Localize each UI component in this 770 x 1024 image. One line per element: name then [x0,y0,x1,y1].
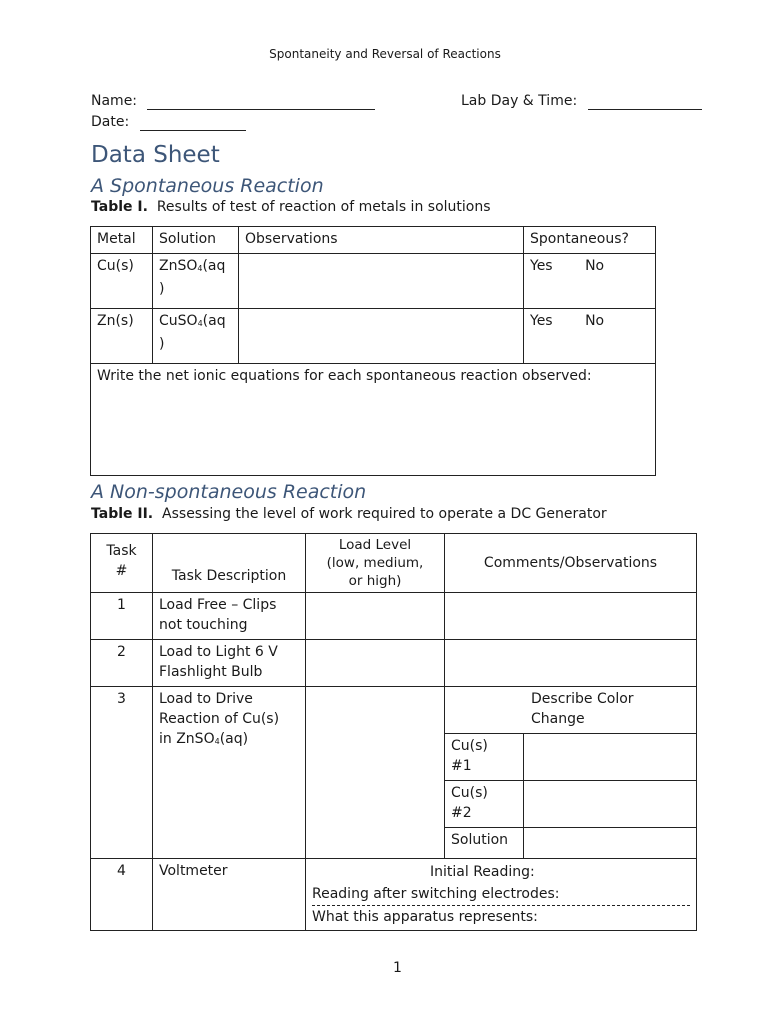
section2-heading: A Non-spontaneous Reaction [91,481,367,503]
table1-header-solution: Solution [153,227,239,254]
no-option[interactable]: No [585,258,605,274]
initial-reading-label: Initial Reading: [430,864,535,880]
table1-header-spontaneous: Spontaneous? [524,227,656,254]
task1-description: Load Free – Clips not touching [153,593,306,640]
row1-solution: ZnSO$_4$(aq ) [153,254,239,309]
sub-row-label: Solution [445,828,524,859]
task2-number: 2 [91,640,153,687]
sub-row-label: Cu(s) #1 [445,734,524,781]
table2-caption-text: Assessing the level of work required to operate a DC Generator [162,506,607,522]
page-header: Spontaneity and Reversal of Reactions [269,47,501,61]
table2 [90,533,697,931]
task1-comments[interactable] [445,593,697,640]
sub-row-value[interactable] [524,734,697,781]
row2-solution: CuSO$_4$(aq ) [153,309,239,364]
sub-row-label: Cu(s) #2 [445,781,524,828]
task4-number: 4 [91,859,153,931]
task1-load-level[interactable] [306,593,445,640]
row2-observations[interactable] [239,309,524,364]
table-row [91,309,656,364]
table2-caption-label: Table II. [91,506,154,522]
table2-header-comments: Comments/Observations [445,534,697,593]
date-label: Date: [91,114,130,130]
task3-load-level[interactable] [306,687,445,859]
lab-day-blank[interactable] [588,93,702,110]
table2-header-description: Task Description [153,534,306,593]
net-ionic-prompt: Write the net ionic equations for each spontaneous reaction observed: [97,368,592,384]
table1-caption-label: Table I. [91,199,148,215]
sub-row-value[interactable] [524,828,697,859]
date-blank[interactable] [140,114,246,131]
yes-option[interactable]: Yes [530,313,553,329]
name-blank[interactable] [147,93,375,110]
row1-metal: Cu(s) [91,254,153,309]
color-change-header: Describe Color Change [445,687,697,734]
lab-day-label: Lab Day & Time: [461,93,578,109]
table2-caption [91,506,607,522]
task2-comments[interactable] [445,640,697,687]
table-row [91,593,697,640]
task2-load-level[interactable] [306,640,445,687]
table-row [91,687,697,734]
section1-heading: A Spontaneous Reaction [91,175,324,197]
no-option[interactable]: No [585,313,605,329]
page-number: 1 [393,960,402,976]
table-row [91,859,697,931]
table1-caption [91,199,491,215]
voltmeter-readings[interactable] [306,859,697,931]
page-title: Data Sheet [91,142,220,168]
table1-caption-text: Results of test of reaction of metals in solutions [156,199,491,215]
table-row [91,640,697,687]
apparatus-represents-label: What this apparatus represents: [312,909,538,925]
task1-number: 1 [91,593,153,640]
name-field-row [91,93,375,110]
table1 [90,226,656,476]
table2-header-task: Task # [91,534,153,593]
row1-observations[interactable] [239,254,524,309]
task3-number: 3 [91,687,153,859]
table1-header-observations: Observations [239,227,524,254]
row2-spontaneous [524,309,656,364]
task4-description: Voltmeter [153,859,306,931]
net-ionic-equations-box[interactable] [91,364,656,476]
row2-metal: Zn(s) [91,309,153,364]
table-row [91,254,656,309]
yes-option[interactable]: Yes [530,258,553,274]
sub-row-value[interactable] [524,781,697,828]
lab-day-field-row [461,93,702,110]
task3-description: Load to Drive Reaction of Cu(s) in ZnSO$_4$(aq) [153,687,306,859]
name-label: Name: [91,93,138,109]
table1-header-metal: Metal [91,227,153,254]
date-field-row [91,114,246,131]
after-switch-reading-label: Reading after switching electrodes: [312,883,690,906]
table2-header-load-level: Load Level (low, medium, or high) [306,534,445,593]
task2-description: Load to Light 6 V Flashlight Bulb [153,640,306,687]
row1-spontaneous [524,254,656,309]
